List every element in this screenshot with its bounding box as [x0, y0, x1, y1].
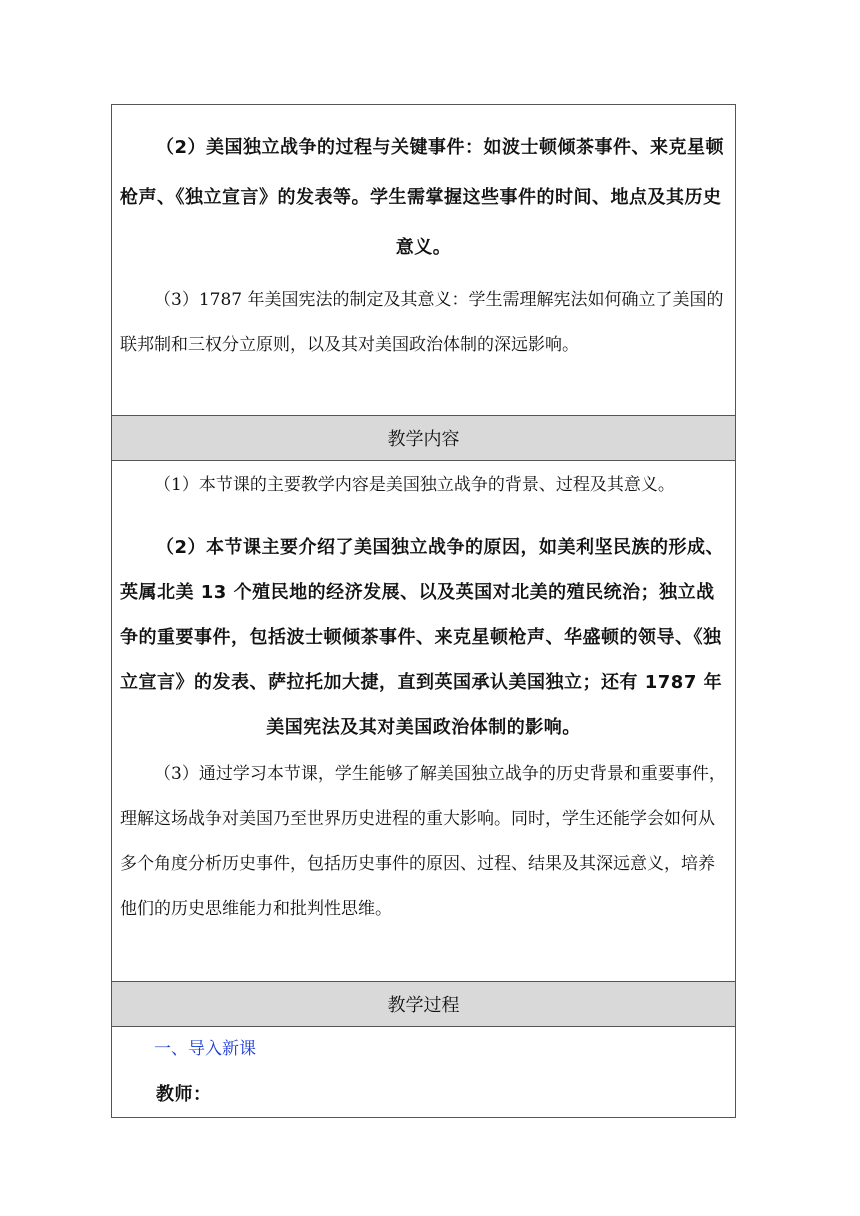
- content-paragraph-1: （1）本节课的主要教学内容是美国独立战争的背景、过程及其意义。: [154, 475, 675, 495]
- content-header-label: 教学内容: [387, 429, 460, 450]
- content-cell: [112, 463, 735, 982]
- process-header-label: 教学过程: [387, 995, 460, 1016]
- section-title: 一、导入新课: [154, 1039, 256, 1059]
- teacher-label: 教师：: [156, 1084, 212, 1105]
- content-paragraph-2: （2）本节课主要介绍了美国独立战争的原因，如美利坚民族的形成、英属北美 13 个殖民地的经济发展、以及英国对北美的殖民统治；独立战争的重要事件，包括波士顿倾茶事件、来克星顿枪声、华盛顿的领导、《独立宣言》的发表、萨拉托加大捷，直到英国承认美国独立；还有 1787 年美国宪法及其对美国政治体制的影响。: [120, 537, 725, 738]
- content-header: [112, 416, 735, 461]
- objective-paragraph-2: （2）美国独立战争的过程与关键事件：如波士顿倾茶事件、来克星顿枪声、《独立宣言》的发表等。学生需掌握这些事件的时间、地点及其历史意义。: [120, 137, 725, 258]
- lesson-plan-table: [111, 104, 736, 1118]
- objective-paragraph-3: （3）1787 年美国宪法的制定及其意义：学生需理解宪法如何确立了美国的联邦制和三权分立原则，以及其对美国政治体制的深远影响。: [120, 290, 724, 355]
- content-paragraph-3: （3）通过学习本节课，学生能够了解美国独立战争的历史背景和重要事件，理解这场战争对美国乃至世界历史进程的重大影响。同时，学生还能学会如何从多个角度分析历史事件，包括历史事件的原因、过程、结果及其深远意义，培养他们的历史思维能力和批判性思维。: [120, 764, 726, 919]
- objectives-cell: [112, 123, 735, 416]
- process-cell: [112, 1027, 735, 1117]
- process-header: [112, 982, 735, 1027]
